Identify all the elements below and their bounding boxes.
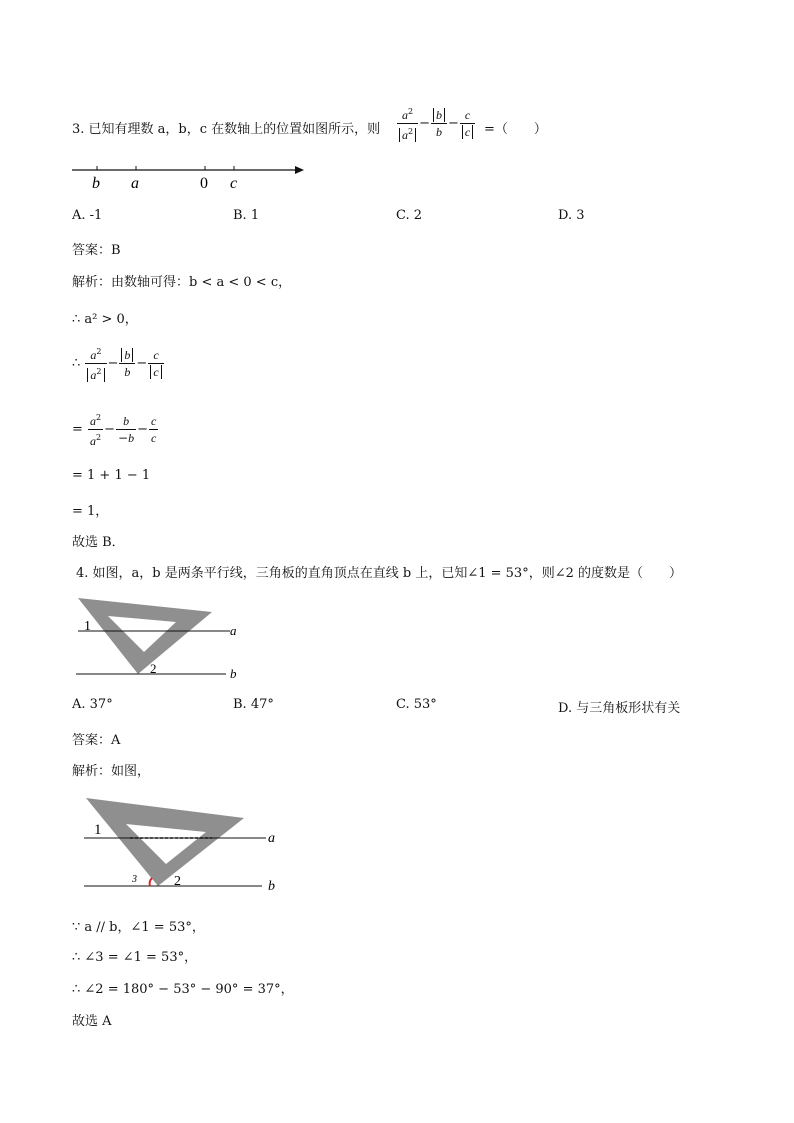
fraction: $\frac{c}{c}$ (460, 108, 475, 140)
figure2-label-1: 1 (94, 822, 102, 838)
q3-step1: ∴ a² > 0， (72, 312, 138, 327)
figure2-label-2: 2 (174, 874, 181, 889)
figure1-label-a: a (230, 623, 237, 638)
q3-conclusion: 故选 B． (72, 535, 125, 550)
figure2-label-3: 3 (132, 874, 137, 885)
q4-option-b[interactable]: B. 47° (233, 697, 274, 712)
q4-step2: ∴ ∠3 = ∠1 = 53°， (72, 950, 198, 965)
q4-answer: 答案：A (72, 733, 121, 748)
q4-stem (76, 562, 682, 581)
q4-option-c[interactable]: C. 53° (396, 697, 437, 712)
q4-analysis: 解析：如图， (72, 764, 151, 779)
q3-step5: = 1， (72, 504, 109, 519)
numberline-label-b: b (92, 175, 100, 192)
fraction: $\frac{a^2}{a^2}$ (397, 104, 418, 143)
q3-formula: $\frac{a^2}{a^2}$ − $\frac{b}{b}$ − $\frac{c}{c}$ (396, 104, 476, 143)
number-line-figure (68, 160, 308, 196)
q3-option-d[interactable]: D. 3 (558, 208, 585, 223)
numberline-label-c: c (230, 175, 238, 192)
q4-text: 如图，a，b 是两条平行线，三角板的直角顶点在直线 b 上，已知∠1 = 53°，则∠2 的度数是（ ） (92, 566, 682, 581)
q3-tail: =（ ） (484, 122, 547, 137)
q3-step4: = 1 + 1 − 1 (72, 468, 151, 483)
q3-option-a[interactable]: A. -1 (72, 208, 103, 223)
q4-conclusion: 故选 A (72, 1014, 112, 1029)
triangle-ruler-analysis-figure (80, 790, 286, 898)
q3-number: 3. (72, 122, 85, 137)
q4-step3: ∴ ∠2 = 180° − 53° − 90° = 37°， (72, 982, 294, 997)
q3-option-c[interactable]: C. 2 (396, 208, 423, 223)
figure2-label-b: b (268, 879, 275, 894)
q4-option-a[interactable]: A. 37° (72, 697, 113, 712)
q3-step3: = $\frac{a^2}{a^2}$ − $\frac{b}{-b}$ − $\frac{c}{c}$ (72, 410, 159, 449)
fraction: $\frac{b}{b}$ (431, 108, 447, 140)
figure1-label-b: b (230, 666, 237, 681)
numberline-label-zero: 0 (200, 175, 208, 192)
q3-text: 已知有理数 a，b，c 在数轴上的位置如图所示，则 (88, 122, 381, 137)
q3-step2: ∴ $\frac{a^2}{a^2}$ − $\frac{b}{b}$ − $\frac{c}{c}$ (72, 344, 165, 383)
q3-options (72, 208, 712, 226)
numberline-label-a: a (131, 175, 139, 192)
figure1-label-2: 2 (150, 661, 157, 676)
q4-option-d[interactable]: D. 与三角板形状有关 (558, 701, 681, 716)
figure1-label-1: 1 (84, 619, 91, 634)
q3-option-b[interactable]: B. 1 (233, 208, 260, 223)
q4-number: 4. (76, 566, 89, 581)
q3-stem (72, 118, 380, 137)
q3-analysis: 解析：由数轴可得：b < a < 0 < c， (72, 275, 292, 290)
q4-step1: ∵ a // b，∠1 = 53°， (72, 920, 205, 935)
q3-answer: 答案：B (72, 243, 121, 258)
figure2-label-a: a (268, 831, 275, 846)
q4-options (72, 697, 712, 715)
triangle-ruler-figure (70, 590, 250, 686)
